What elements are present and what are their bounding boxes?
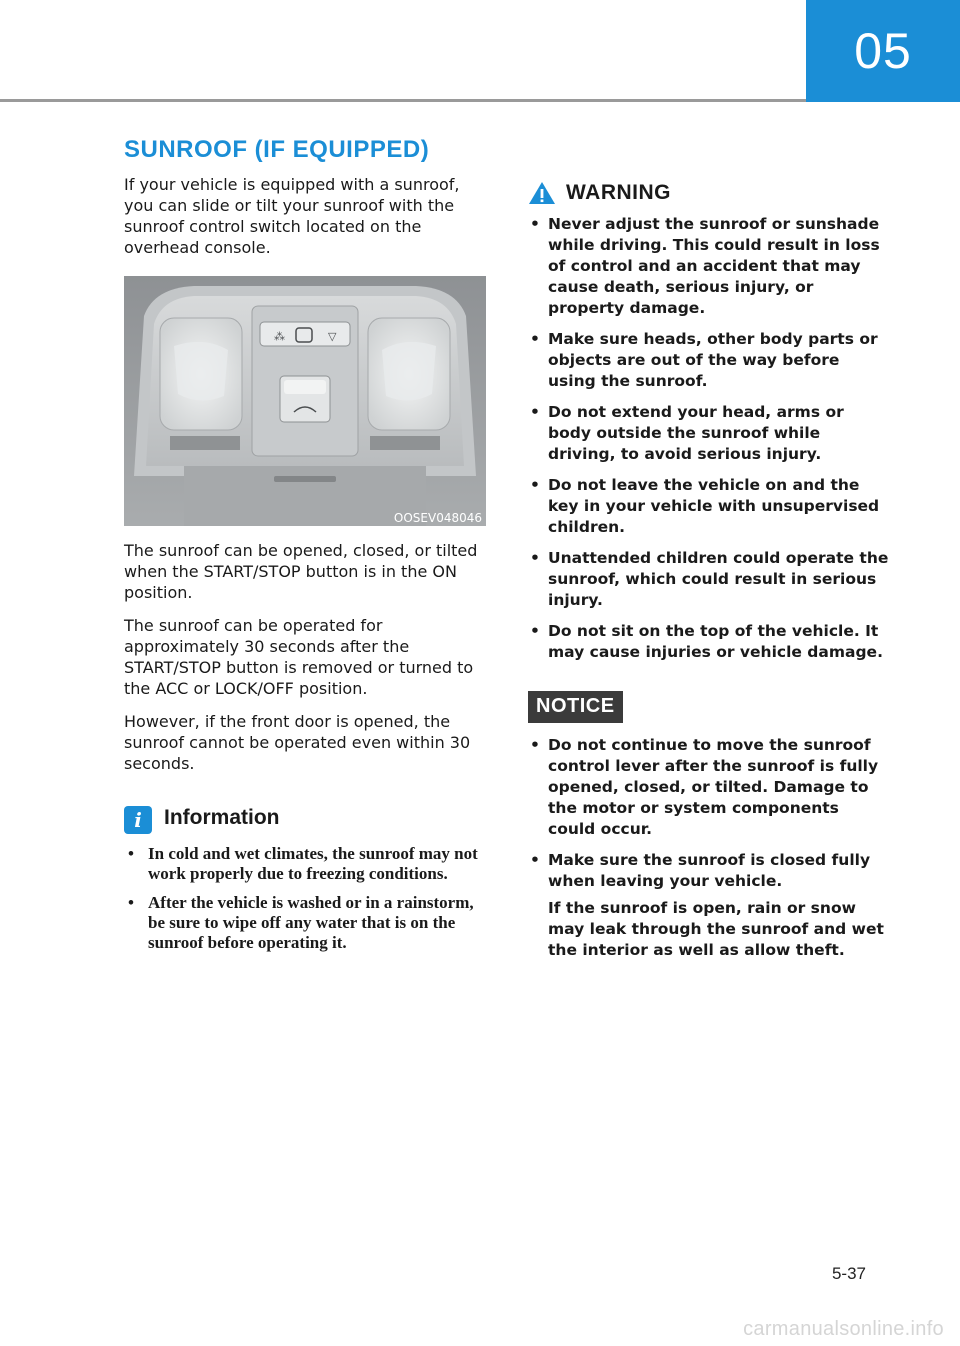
paragraph-timeout: The sunroof can be operated for approximately 30 seconds after the START/STOP button is removed or turned to the ACC or LOCK/OFF position.	[124, 616, 474, 698]
warning-item: • Unattended children could operate the sunroof, which could result in serious injury.	[528, 548, 890, 611]
notice-item: • Do not continue to move the sunroof control lever after the sunroof is fully opened, closed, or tilted. Damage to the motor or system components could occur.	[528, 735, 890, 840]
paragraph-door: However, if the front door is opened, the sunroof cannot be operated even within 30 seconds.	[124, 712, 471, 773]
overhead-console-figure	[124, 276, 486, 526]
information-item: • After the vehicle is washed or in a rainstorm, be sure to wipe off any water that is on the sunroof before operating it.	[124, 893, 490, 953]
warning-item: • Make sure heads, other body parts or objects are out of the way before using the sunroof.	[528, 329, 890, 392]
paragraph-operation: The sunroof can be opened, closed, or tilted when the START/STOP button is in the ON position.	[124, 541, 478, 602]
warning-list	[528, 214, 890, 663]
information-item: • In cold and wet climates, the sunroof may not work properly due to freezing conditions.	[124, 844, 490, 884]
chapter-number: 05	[854, 23, 912, 79]
information-header	[124, 802, 490, 834]
right-column	[528, 180, 890, 971]
chapter-tab	[806, 0, 960, 102]
svg-text:⁂: ⁂	[274, 330, 285, 343]
notice-list	[528, 735, 890, 961]
warning-item: • Never adjust the sunroof or sunshade while driving. This could result in loss of control and an accident that may cause death, serious injury, or property damage.	[528, 214, 890, 319]
info-icon: i	[124, 806, 152, 834]
page-number: 5-37	[831, 1264, 866, 1283]
warning-triangle-icon	[528, 180, 556, 206]
warning-title: WARNING	[566, 181, 671, 204]
intro-paragraph: If your vehicle is equipped with a sunroof, you can slide or tilt your sunroof with the sunroof control switch located on the overhead console.	[124, 175, 460, 257]
warning-item: • Do not extend your head, arms or body outside the sunroof while driving, to avoid serious injury.	[528, 402, 890, 465]
notice-item-text: Make sure the sunroof is closed fully when leaving your vehicle.	[548, 851, 871, 890]
warning-item: • Do not sit on the top of the vehicle. It may cause injuries or vehicle damage.	[528, 621, 890, 663]
warning-header	[528, 180, 890, 206]
figure-code: OOSEV048046	[393, 511, 482, 525]
section-title: SUNROOF (IF EQUIPPED)	[124, 136, 430, 163]
left-column	[124, 174, 490, 962]
information-list	[124, 844, 490, 953]
notice-followup: If the sunroof is open, rain or snow may leak through the sunroof and wet the interior as well as allow theft.	[548, 899, 884, 959]
header-rule	[0, 99, 806, 102]
notice-item	[528, 850, 890, 961]
watermark: carmanualsonline.info	[743, 1318, 944, 1340]
svg-text:▽: ▽	[328, 330, 337, 343]
notice-badge: NOTICE	[528, 691, 623, 723]
overhead-console-illustration	[124, 276, 486, 526]
warning-item: • Do not leave the vehicle on and the key in your vehicle with unsupervised children.	[528, 475, 890, 538]
information-title: Information	[164, 806, 280, 829]
